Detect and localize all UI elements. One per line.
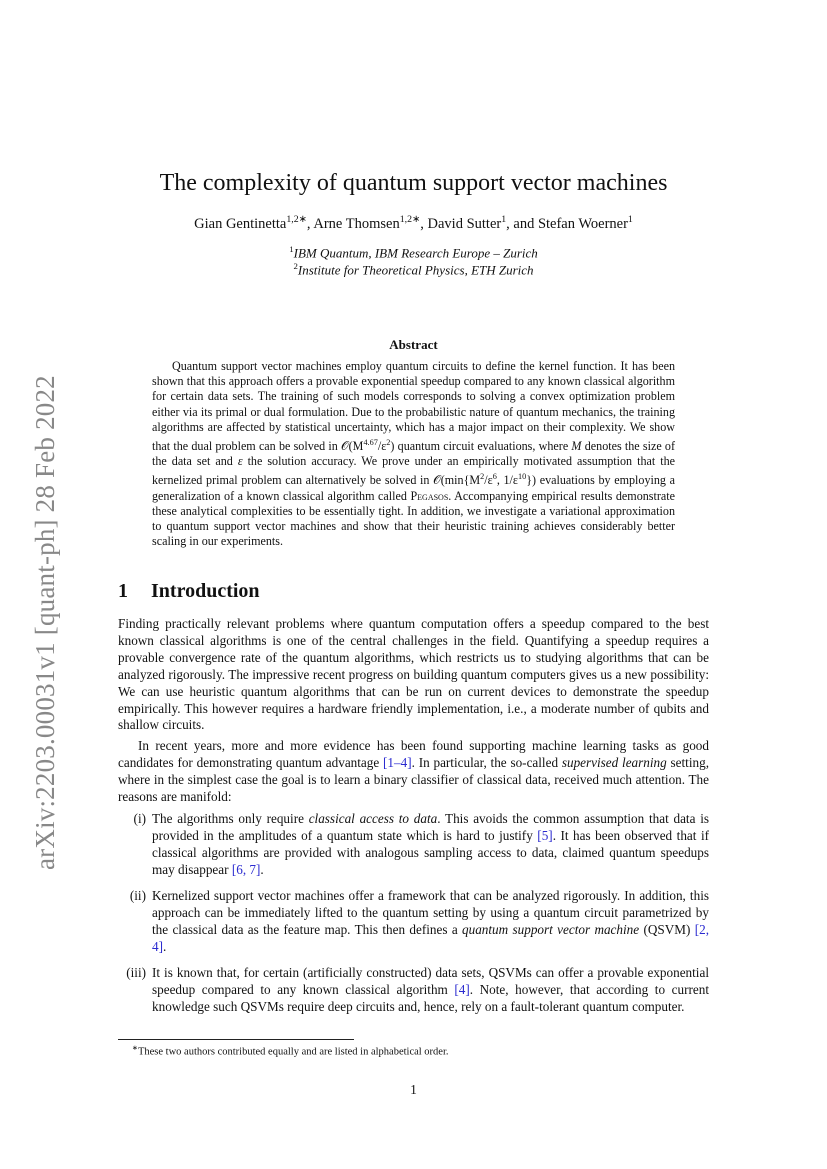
math-part: 𝒪(min{M — [433, 473, 481, 488]
math-part: 𝒪(M — [341, 439, 364, 454]
list-item-text: Kernelized support vector machines offer a framework that can be analyzed rigorously. In addition, this approach can be immediately lifted to the quantum setting by using a quantum circuit parametrized by the classical data as the feature map. This then defines a — [152, 888, 709, 937]
author-separator: , — [306, 215, 314, 232]
footnote-divider — [118, 1039, 354, 1040]
math-exponent: 2 — [480, 472, 485, 482]
math-exponent: 6 — [492, 472, 497, 482]
author-name: Gian Gentinetta — [194, 215, 287, 232]
affiliation-text: Institute for Theoretical Physics, ETH Zurich — [297, 262, 534, 278]
math-part: }) — [526, 473, 537, 488]
list-item-label: (ii) — [129, 888, 146, 903]
paragraph-text: In recent years, more and more evidence has been found supporting machine learning tasks as good candidates for demonstrating quantum advantage — [118, 738, 709, 770]
math-part: /ε — [484, 473, 493, 488]
affiliation-1 — [0, 244, 827, 261]
emphasis-text: classical access to data — [308, 811, 438, 826]
list-item-text: . — [163, 938, 167, 954]
author-list — [0, 214, 827, 233]
abstract-text: evaluations by employing a generalization of a known classical algorithm called — [152, 473, 675, 503]
author-name: Arne Thomsen — [313, 215, 400, 232]
list-item — [126, 965, 709, 1016]
emphasis-text: supervised learning — [561, 754, 667, 770]
list-item-label: (i) — [133, 811, 146, 826]
abstract-text: Quantum support vector machines employ quantum circuits to define the kernel function. It has been shown that this approach offers a provable exponential speedup compared to any known classical algorithm for certain data sets. The training of such models corresponds to solving a convex optimization problem either via its primal or dual formulation. Due to the probabilistic nature of quantum mechanics, the training algorithms are affected by statistical uncertainty, which has a major impact on their complexity. We show that the dual problem can be solved in — [152, 359, 675, 454]
author-affiliation-marker: 1,2∗ — [399, 214, 421, 225]
footnote-marker: ∗ — [132, 1044, 138, 1052]
author-name: Stefan Woerner — [537, 215, 628, 232]
list-item — [133, 811, 709, 879]
citation-link[interactable]: [5] — [537, 827, 553, 843]
author-affiliation-marker: 1 — [501, 214, 507, 225]
footnote-text: These two authors contributed equally and are listed in alphabetical order. — [137, 1046, 449, 1058]
abstract-text: denotes the size of the data set and — [152, 439, 675, 469]
abstract-text: quantum circuit evaluations, where — [394, 439, 572, 454]
citation-link[interactable]: [4] — [454, 981, 470, 997]
section-number: 1 — [118, 580, 128, 602]
affiliation-marker: 1 — [289, 244, 294, 254]
math-complexity-primal — [433, 473, 536, 487]
math-complexity-dual — [341, 439, 394, 453]
emphasis-text: quantum support vector machine — [462, 921, 640, 937]
list-item-text: (QSVM) — [639, 921, 695, 937]
abstract-text: the solution accuracy. We prove under an empirically motivated assumption that the kernelized primal problem can alternatively be solved in — [152, 454, 675, 488]
paper-title: The complexity of quantum support vector machines — [159, 170, 668, 196]
math-part: /ε — [377, 439, 387, 454]
author-name: David Sutter — [427, 215, 502, 232]
math-variable: ε — [237, 454, 243, 469]
page-number: 1 — [410, 1082, 417, 1097]
list-item-text: The algorithms only require — [152, 811, 309, 826]
list-item — [129, 888, 709, 956]
author-affiliation-marker: 1 — [627, 214, 633, 225]
footnote — [132, 1043, 449, 1058]
intro-paragraph-1: Finding practically relevant problems where quantum computation offers a speedup compared to the best known classical algorithms is one of the central challenges in the field. Quantifying a speedup requires a provable convergence rate of the quantum algorithms, which restricts us to studying algorithms that can be analyzed rigorously. The impressive recent progress on building quantum computers gives us a new possibility: We can use heuristic quantum algorithms that can be run on current devices to demonstrate the speedup empirically. This however requires a hardware friendly implementation, i.e., a moderate number of qubits and shallow circuits. — [118, 616, 709, 733]
math-exponent: 10 — [518, 472, 527, 482]
citation-link[interactable]: [1–4] — [383, 754, 412, 770]
abstract-body — [152, 359, 675, 550]
list-item-text: . Note, however, that according to current knowledge such QSVMs require deep circuits and, hence, rely on a fault-tolerant quantum computer. — [152, 981, 709, 1014]
citation-link[interactable]: [2, 4] — [152, 921, 709, 954]
list-item-text: It is known that, for certain (artificially constructed) data sets, QSVMs can offer a provable exponential speedup compared to any known classical algorithm — [152, 965, 709, 997]
paragraph-text: . In particular, the so-called — [411, 754, 562, 770]
section-title: Introduction — [151, 580, 260, 602]
affiliation-marker: 2 — [293, 261, 298, 271]
affiliation-2 — [0, 261, 827, 278]
section-heading — [118, 580, 260, 603]
algorithm-name: Pegasos — [410, 488, 449, 503]
math-part: , 1/ε — [496, 473, 518, 488]
abstract-heading: Abstract — [389, 337, 438, 352]
author-separator: , and — [506, 215, 538, 232]
math-variable: M — [571, 439, 582, 454]
math-exponent: 2 — [386, 438, 391, 448]
list-item-text: . — [260, 861, 264, 877]
affiliation-text: IBM Quantum, IBM Research Europe – Zurich — [293, 245, 538, 261]
citation-link[interactable]: [6, 7] — [231, 861, 261, 877]
author-affiliation-marker: 1,2∗ — [286, 214, 307, 225]
math-part: ) — [390, 439, 395, 454]
list-item-text: . This avoids the common assumption that data is provided in the amplitudes of a quantum state which is hard to justify — [152, 811, 709, 843]
list-item-text: . It has been observed that if classical algorithms are provided with analogous sampling access to data, claimed quantum speedups may disappear — [152, 827, 709, 877]
abstract-text: . Accompanying empirical results demonstrate these analytical complexities to be essentially tight. In addition, we investigate a variational approximation to quantum support vector machines and show that their heuristic training achieves considerably better scaling in our experiments. — [152, 488, 675, 549]
paragraph-text: setting, where in the simplest case the goal is to learn a binary classifier of classical data, received much attention. The reasons are manifold: — [118, 754, 709, 804]
arxiv-identifier-stamp: arXiv:2203.00031v1 [quant-ph] 28 Feb 2022 — [30, 375, 60, 870]
intro-paragraph-2 — [118, 738, 709, 806]
list-item-label: (iii) — [126, 965, 146, 980]
math-exponent: 4.67 — [363, 438, 378, 448]
author-separator: , — [420, 215, 428, 232]
